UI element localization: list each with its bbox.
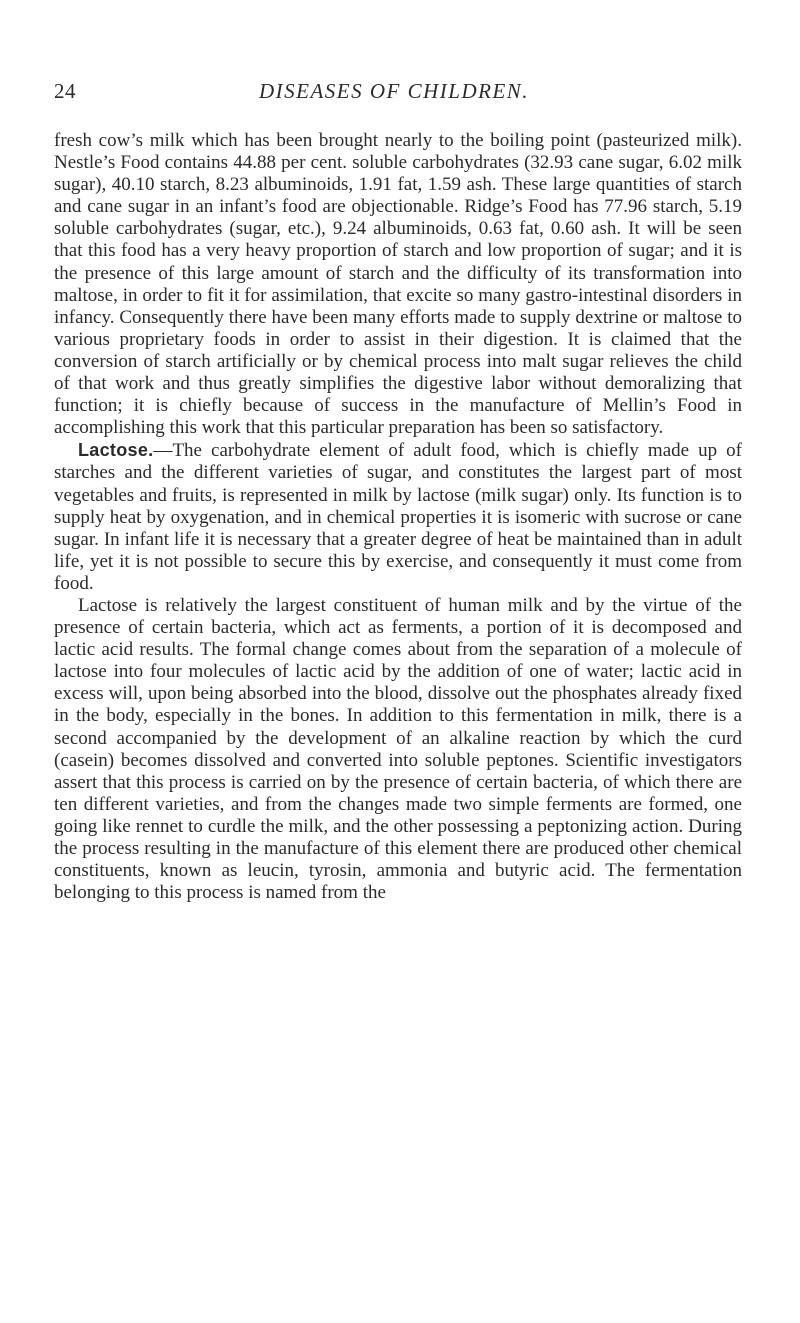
paragraph-food-composition: fresh cow’s milk which has been brought nearly to the boiling point (pasteurized milk). Nestle’s Food contains 44.88 per cent. soluble carbohydrates (32.93 cane sugar, 6.02 milk sugar), 40.10 starch, 8.23 albuminoids, 1.91 fat, 1.59 ash. These large quantities of starch and cane sugar in an infant’s food are objectionable. Ridge’s Food has 77.96 starch, 5.19 soluble carbohydrates (sugar, etc.), 9.24 albuminoids, 0.63 fat, 0.60 ash. It will be seen that this food has a very heavy proportion of starch and low proportion of sugar; and it is the presence of this large amount of starch and the difficulty of its transformation into maltose, in order to fit it for assimilation, that excite so many gastro-intestinal disorders in infancy. Consequently there have been many efforts made to supply dextrine or maltose to various proprietary foods in order to assist in their digestion. It is claimed that the conversion of starch artificially or by chemical process into malt sugar relieves the child of that work and thus greatly simplifies the digestive labor without demoralizing that function; it is chiefly because of success in the manufacture of Mellin’s Food in accomplishing this work that this particular preparation has been so satisfactory. — [54, 130, 742, 439]
running-title: DISEASES OF CHILDREN. — [258, 79, 530, 103]
paragraph-lactose-intro — [54, 439, 742, 595]
paragraph-lactose-fermentation: Lactose is relatively the largest constituent of human milk and by the virtue of the presence of certain bacteria, which act as ferments, a portion of it is decomposed and lactic acid results. The formal change comes about from the separation of a molecule of lactose into four molecules of lactic acid by the addition of one of water; lactic acid in excess will, upon being absorbed into the blood, dissolve out the phosphates already fixed in the body, especially in the bones. In addition to this fermentation in milk, there is a second accompanied by the development of an alkaline reaction by which the curd (casein) becomes dissolved and converted into soluble peptones. Scientific investigators assert that this process is carried on by the presence of certain bacteria, of which there are ten different varieties, and from the changes made two simple ferments are formed, one going like rennet to curdle the milk, and the other possessing a peptonizing action. During the process resulting in the manufacture of this element there are produced other chemical constituents, known as leucin, tyrosin, ammonia and butyric acid. The fermentation belonging to this process is named from the — [54, 594, 742, 904]
body-text — [54, 130, 742, 904]
page-number: 24 — [54, 79, 76, 103]
section-heading-lactose: Lactose. — [78, 440, 154, 461]
paragraph-lactose-intro-text: —The carbohydrate element of adult food, which is chiefly made up of starches and the different varieties of sugar, and constitutes the largest part of most vegetables and fruits, is represented in milk by lactose (milk sugar) only. Its function is to supply heat by oxygenation, and in chemical properties it is isomeric with sucrose or cane sugar. In infant life it is necessary that a greater degree of heat be maintained than in adult life, yet it is not possible to secure this by exercise, and consequently it must come from food. — [54, 440, 742, 594]
running-head — [54, 79, 734, 109]
